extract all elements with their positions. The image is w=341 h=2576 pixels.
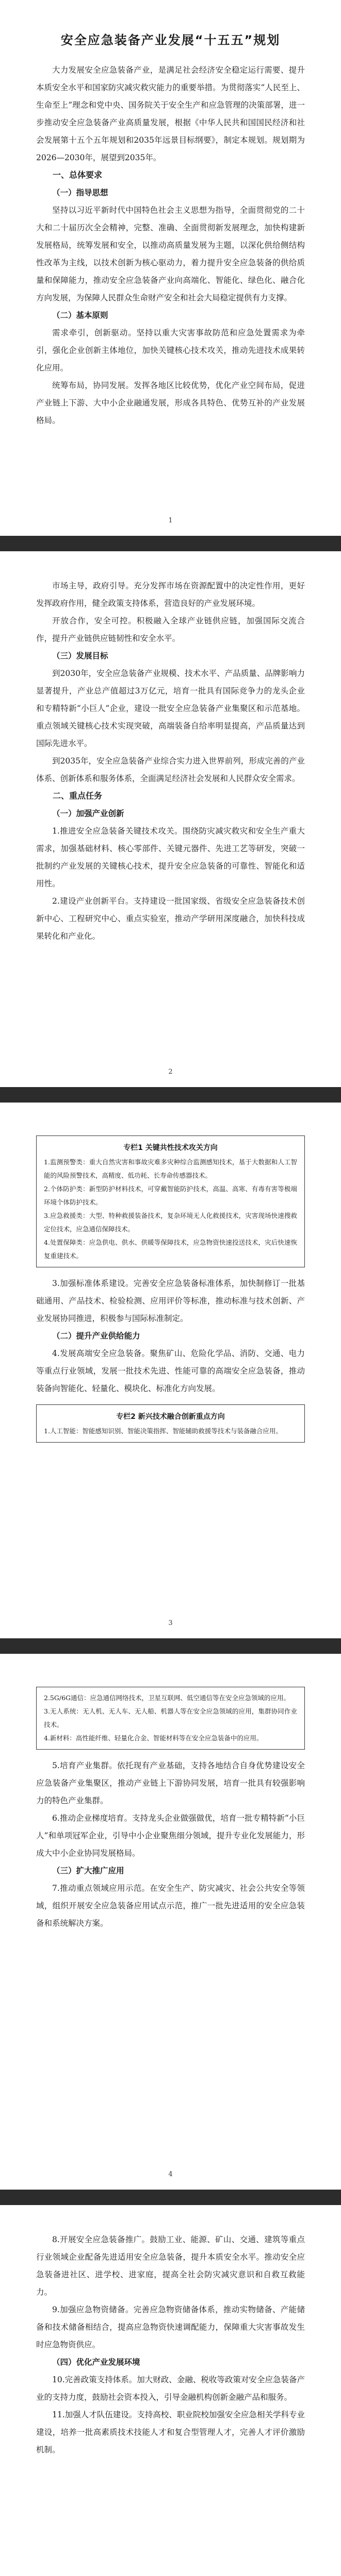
paragraph: 到2035年，安全应急装备产业综合实力进入世界前列，形成完善的产业体系、创新体系和服务体系，全面满足经济社会发展和人民群众安全需求。 [36,756,305,783]
box-item: 1.人工智能：智能感知识别、智能决策指挥、智能辅助救援等技术与装备融合应用。 [44,1427,282,1435]
paragraph: 需求牵引，创新驱动。坚持以重大灾害事故防范和应急处置需求为牵引，强化企业创新主体地位，加快关键核心技术攻关，推动先进技术成果转化应用。 [36,328,305,372]
paragraph: 统筹布局，协同发展。发挥各地区比较优势，优化产业空间布局，促进产业链上下游、大中小企业融通发展，形成各具特色、优势互补的产业发展格局。 [36,381,305,425]
box-title: 专栏2 新兴技术融合创新重点方向 [116,1413,225,1421]
paragraph: 坚持以习近平新时代中国特色社会主义思想为指导，全面贯彻党的二十大和二十届历次全会精神，完整、准确、全面贯彻新发展理念，加快构建新发展格局，统筹发展和安全，以推动高质量发展为主题，以深化供给侧结构性改革为主线，以技术创新为核心驱动力，着力提升安全应急装备的供给质量和保障能力，推动安全应急装备产业向高端化、智能化、绿色化、融合化方向发展，为保障人民群众生命财产安全和社会大局稳定提供有力支撑。 [36,206,305,302]
box-title: 专栏1 关键共性技术攻关方向 [123,1144,218,1152]
paragraph: 3.加强标准体系建设。完善安全应急装备标准体系，加快制修订一批基础通用、产品技术、检验检测、应用评价等标准，推动标准与技术创新、产业发展协同推进，积极参与国际标准制定。 [36,1279,305,1323]
paragraph: 到2030年，安全应急装备产业规模、技术水平、产品质量、品牌影响力显著提升，产业总产值超过3万亿元，培育一批具有国际竞争力的龙头企业和专精特新“小巨人”企业，建设一批安全应急装备产业集聚区和示范基地。重点领域关键核心技术实现突破，高端装备自给率明显提高，产品质量达到国际先进水平。 [36,669,305,748]
feature-box-continued [36,1687,305,1750]
page-number: 3 [168,1619,173,1627]
paragraph: 4.发展高端安全应急装备。聚焦矿山、危险化学品、消防、交通、电力等重点行业领域，发展一批技术先进、性能可靠的高端安全应急装备，推动装备向智能化、轻量化、模块化、标准化方向发展。 [36,1349,305,1393]
box-item: 4.处置保障类：应急供电、供水、供暖等保障技术，应急物资快速投送技术，灾后快速恢复重建技术。 [44,1239,297,1260]
subsection-heading: （二）提升产业供给能力 [52,1331,140,1341]
subsection-heading: （一）加强产业创新 [52,808,124,818]
feature-box [36,1404,305,1443]
page-number: 2 [168,1068,173,1076]
page-number: 1 [168,517,173,524]
page-3 [0,1103,341,1638]
box-item: 2.5G/6G通信：应急通信网络技术，卫星互联网、低空通信等在安全应急领域的应用。 [44,1694,290,1702]
paragraph: 7.推动重点领域应用示范。在安全生产、防灾减灾、社会公共安全等领域，组织开展安全应急装备应用试点示范，推广一批先进适用的安全应急装备和系统解决方案。 [36,1884,305,1928]
paragraph: 9.加强应急物资储备。完善应急物资储备体系，推动实物储备、产能储备和技术储备相结合，提高应急物资快速调配能力，保障重大灾害事故发生时应急物资供应。 [36,2305,305,2349]
subsection-heading: （一）指导思想 [52,188,108,197]
subsection-heading: （三）扩大推广应用 [52,1866,124,1875]
page-title: 安全应急装备产业发展“十五五”规划 [60,33,281,47]
paragraph: 5.培育产业集群。依托现有产业基础，支持各地结合自身优势建设安全应急装备产业集聚区，推动产业链上下游协同发展，培育一批具有较强影响力的特色产业集群。 [36,1761,305,1805]
section-heading: 二、重点任务 [53,791,103,801]
box-item: 1.监测预警类：重大自然灾害和事故灾难多灾种综合监测感知技术，基于大数据和人工智能的风险预警技术，高精度、低功耗、长寿命传感器技术。 [44,1158,297,1179]
page-5 [0,2205,341,2576]
page-number: 4 [168,2171,173,2178]
feature-box [36,1136,305,1267]
box-item: 4.新材料：高性能纤维、轻量化合金、智能材料等在安全应急装备中的应用。 [44,1734,263,1742]
paragraph: 1.推进安全应急装备关键技术攻关。围绕防灾减灾救灾和安全生产重大需求，加强基础材料、核心零部件、关键元器件、先进工艺等研发，突破一批制约产业发展的关键核心技术，提升安全应急装备的可靠性、智能化和适用性。 [36,826,305,888]
paragraph: 市场主导，政府引导。充分发挥市场在资源配置中的决定性作用，更好发挥政府作用，健全政策支持体系，营造良好的产业发展环境。 [36,581,305,608]
paragraph: 大力发展安全应急装备产业，是满足社会经济安全稳定运行需要、提升本质安全水平和国家防灾减灾救灾能力的重要举措。为贯彻落实“人民至上、生命至上”理念和党中央、国务院关于安全生产和应急管理的决策部署，进一步推动安全应急装备产业高质量发展，根据《中华人民共和国国民经济和社会发展第十五个五年规划和2035年远景目标纲要》，制定本规划。规划期为2026—2030年，展望到2035年。 [36,65,305,162]
paragraph: 6.推动企业梯度培育。支持龙头企业做强做优，培育一批专精特新“小巨人”和单项冠军企业，引导中小企业聚焦细分领域，提升专业化发展能力，形成大中小企业协同发展格局。 [36,1814,305,1858]
paragraph: 2.建设产业创新平台。支持建设一批国家级、省级安全应急装备技术创新中心、工程研究中心、重点实验室，推动产学研用深度融合，加快科技成果转化和产业化。 [36,896,305,941]
page-1 [0,0,341,536]
subsection-heading: （四）优化产业发展环境 [52,2357,140,2367]
box-item: 3.应急救援类：大型、特种救援装备技术，复杂环境无人化救援技术，灾害现场快速搜救定位技术，应急通信保障技术。 [44,1212,297,1233]
paragraph: 10.完善政策支持体系。加大财政、金融、税收等政策对安全应急装备产业的支持力度，鼓励社会资本投入，引导金融机构创新金融产品和服务。 [36,2375,305,2402]
paragraph: 11.加强人才队伍建设。支持高校、职业院校加强安全应急相关学科专业建设，培养一批高素质技术技能人才和复合型管理人才，完善人才评价激励机制。 [36,2410,305,2454]
section-heading: 一、总体要求 [53,170,103,180]
paragraph: 8.开展安全应急装备推广。鼓励工业、能源、矿山、交通、建筑等重点行业领域企业配备先进适用安全应急装备，提升本质安全水平。推动安全应急装备进社区、进学校、进家庭，提高全社会防灾减灾意识和自救互救能力。 [36,2235,305,2297]
box-item: 2.个体防护类：新型防护材料技术，可穿戴智能防护技术，高温、高寒、有毒有害等极端环境个体防护技术。 [44,1185,297,1206]
box-item: 3.无人系统：无人机、无人车、无人船、机器人等在安全应急领域的应用，集群协同作业技术。 [44,1707,297,1728]
page-4 [0,1654,341,2190]
subsection-heading: （二）基本原则 [52,310,108,320]
paragraph: 开放合作，安全可控。积极融入全球产业链供应链，加强国际交流合作，提升产业链供应链韧性和安全水平。 [36,616,305,643]
page-2 [0,551,341,1087]
subsection-heading: （三）发展目标 [52,651,108,660]
